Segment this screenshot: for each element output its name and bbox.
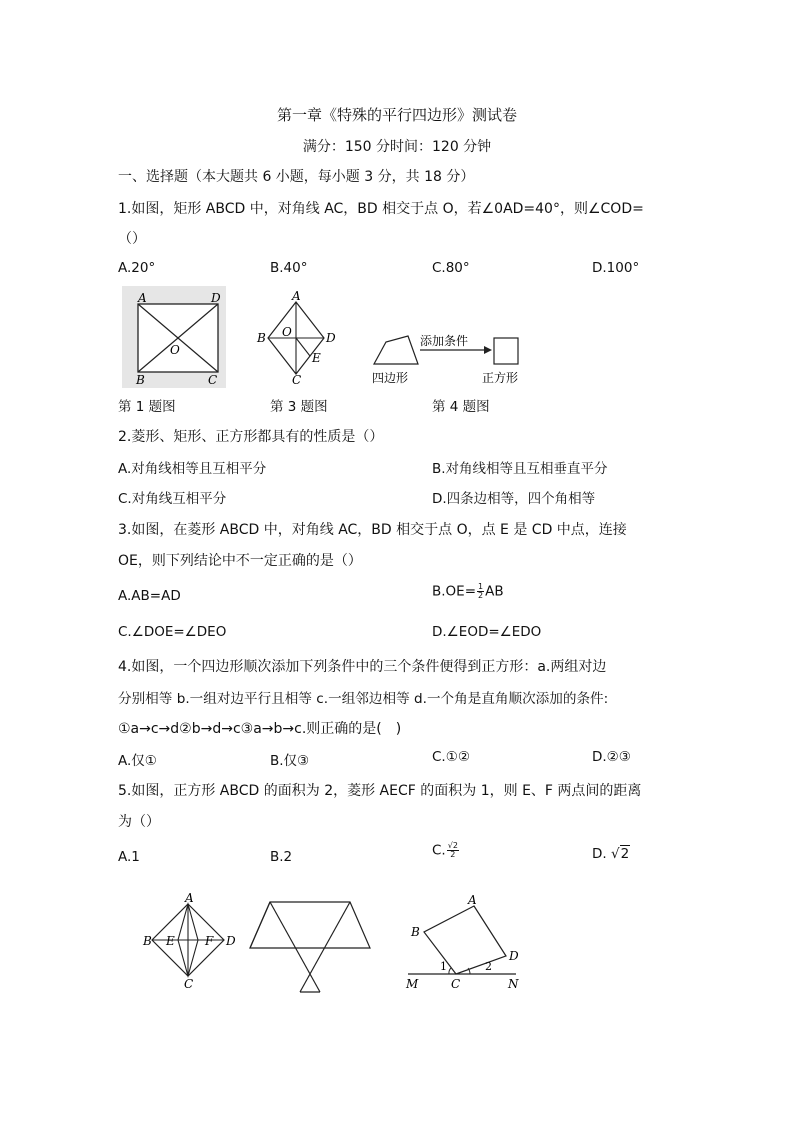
question-3-text: 3.如图，在菱形 ABCD 中，对角线 AC，BD 相交于点 O，点 E 是 CD 中点，连接: [118, 522, 627, 538]
q3-option-a: A.AB=AD: [118, 588, 181, 604]
figure-caption-4: 第 4 题图: [432, 399, 490, 415]
fig7-label-b: B: [411, 925, 420, 939]
fig4-label-square: 正方形: [482, 371, 519, 385]
sqrt-symbol: √2: [610, 846, 630, 862]
fig5-label-f: F: [205, 934, 214, 948]
question-5-text: 5.如图，正方形 ABCD 的面积为 2，菱形 AECF 的面积为 1，则 E、F 两点间的距离: [118, 783, 642, 799]
fig3-label-c: C: [292, 373, 302, 387]
q4-option-c: C.①②: [432, 749, 470, 765]
q5-fraction-denominator: 2: [450, 850, 456, 859]
q5-fraction-numerator: √2: [447, 841, 458, 850]
q4-option-b: B.仅③: [270, 753, 310, 769]
q5-option-c-fraction: [447, 842, 459, 859]
q3-option-b: [432, 583, 504, 600]
fig1-label-c: C: [208, 373, 218, 387]
q1-option-b: B.40°: [270, 260, 308, 276]
fig1-label-o: O: [170, 343, 180, 357]
figures-row-2: [140, 892, 540, 996]
question-5-text-cont: 为（）: [118, 814, 160, 830]
q3-option-d: D.∠EOD=∠EDO: [432, 624, 542, 640]
q2-option-c: C.对角线互相平分: [118, 491, 227, 507]
fig7-label-c: C: [451, 977, 461, 991]
fig7-label-a: A: [468, 893, 477, 907]
q3-option-c: C.∠DOE=∠DEO: [118, 624, 227, 640]
q3-fraction-denominator: 2: [478, 591, 484, 600]
q2-option-a: A.对角线相等且互相平分: [118, 461, 267, 477]
fig3-label-d: D: [326, 331, 336, 345]
figure-6-triangles: [250, 902, 370, 992]
q3-option-b-prefix: B.OE=: [432, 583, 477, 600]
q5-option-c: [432, 842, 460, 859]
fig7-label-angle-1: 1: [440, 960, 447, 973]
question-3-text-cont: OE，则下列结论中不一定正确的是（）: [118, 553, 362, 569]
fig3-label-e: E: [312, 351, 321, 365]
q4-option-d: D.②③: [592, 749, 631, 765]
q4-option-a: A.仅①: [118, 753, 157, 769]
fig1-label-b: B: [136, 373, 145, 387]
q3-fraction-numerator: 1: [478, 582, 484, 591]
q2-option-d: D.四条边相等，四个角相等: [432, 491, 596, 507]
fig3-label-b: B: [257, 331, 266, 345]
q3-option-b-suffix: AB: [485, 583, 504, 600]
figure-caption-1: 第 1 题图: [118, 399, 176, 415]
figure-caption-3: 第 3 题图: [270, 399, 328, 415]
q1-option-d: D.100°: [592, 260, 640, 276]
figures-row-1: [120, 284, 540, 392]
question-4-text-cont2: ①a→c→d②b→d→c③a→b→c.则正确的是( ): [118, 721, 402, 737]
fig4-label-quadrilateral: 四边形: [372, 371, 409, 385]
q2-option-b: B.对角线相等且互相垂直平分: [432, 461, 608, 477]
fig7-label-m: M: [406, 977, 419, 991]
question-1-text-cont: （）: [118, 231, 146, 247]
fig7-label-n: N: [508, 977, 519, 991]
fig7-label-angle-2: 2: [485, 960, 492, 973]
page-title: 第一章《特殊的平行四边形》测试卷: [276, 106, 517, 124]
fig1-label-a: A: [138, 291, 147, 305]
question-4-text-cont: 分别相等 b.一组对边平行且相等 c.一组邻边相等 d.一个角是直角顺次添加的条件:: [118, 691, 609, 707]
fig3-label-a: A: [292, 289, 301, 303]
figure-4-transform: [372, 333, 518, 385]
q5-option-b: B.2: [270, 849, 293, 865]
fig4-label-condition: 添加条件: [420, 334, 469, 348]
fig7-label-d: D: [509, 949, 519, 963]
fig1-label-d: D: [211, 291, 221, 305]
page-subtitle: 满分：150 分时间：120 分钟: [302, 139, 492, 155]
q5-option-a: A.1: [118, 849, 140, 865]
fig5-label-b: B: [143, 934, 152, 948]
fig5-label-a: A: [185, 892, 194, 905]
q1-option-a: A.20°: [118, 260, 156, 276]
section-heading: 一、选择题（本大题共 6 小题，每小题 3 分，共 18 分）: [118, 169, 475, 185]
figure-5-square-rhombus: [142, 892, 236, 991]
fig5-label-c: C: [184, 977, 194, 991]
fig5-label-d: D: [226, 934, 236, 948]
q5-option-d-prefix: D.: [592, 846, 611, 862]
question-4-text: 4.如图，一个四边形顺次添加下列条件中的三个条件便得到正方形：a.两组对边: [118, 659, 607, 675]
question-2-text: 2.菱形、矩形、正方形都具有的性质是（）: [118, 429, 384, 445]
fig5-label-e: E: [166, 934, 175, 948]
q5-option-c-prefix: C.: [432, 842, 446, 859]
q5-option-d-radicand: 2: [620, 846, 630, 862]
figure-7-square-on-line: [405, 893, 519, 991]
figure-3-rhombus: [256, 289, 336, 387]
q1-option-c: C.80°: [432, 260, 470, 276]
question-1-text: 1.如图，矩形 ABCD 中，对角线 AC，BD 相交于点 O，若∠0AD=40°，则∠COD=: [118, 201, 644, 217]
q3-option-b-fraction: [477, 583, 484, 600]
q5-option-d: [592, 846, 630, 862]
figure-1-rectangle: [122, 286, 226, 388]
fig3-label-o: O: [282, 325, 292, 339]
